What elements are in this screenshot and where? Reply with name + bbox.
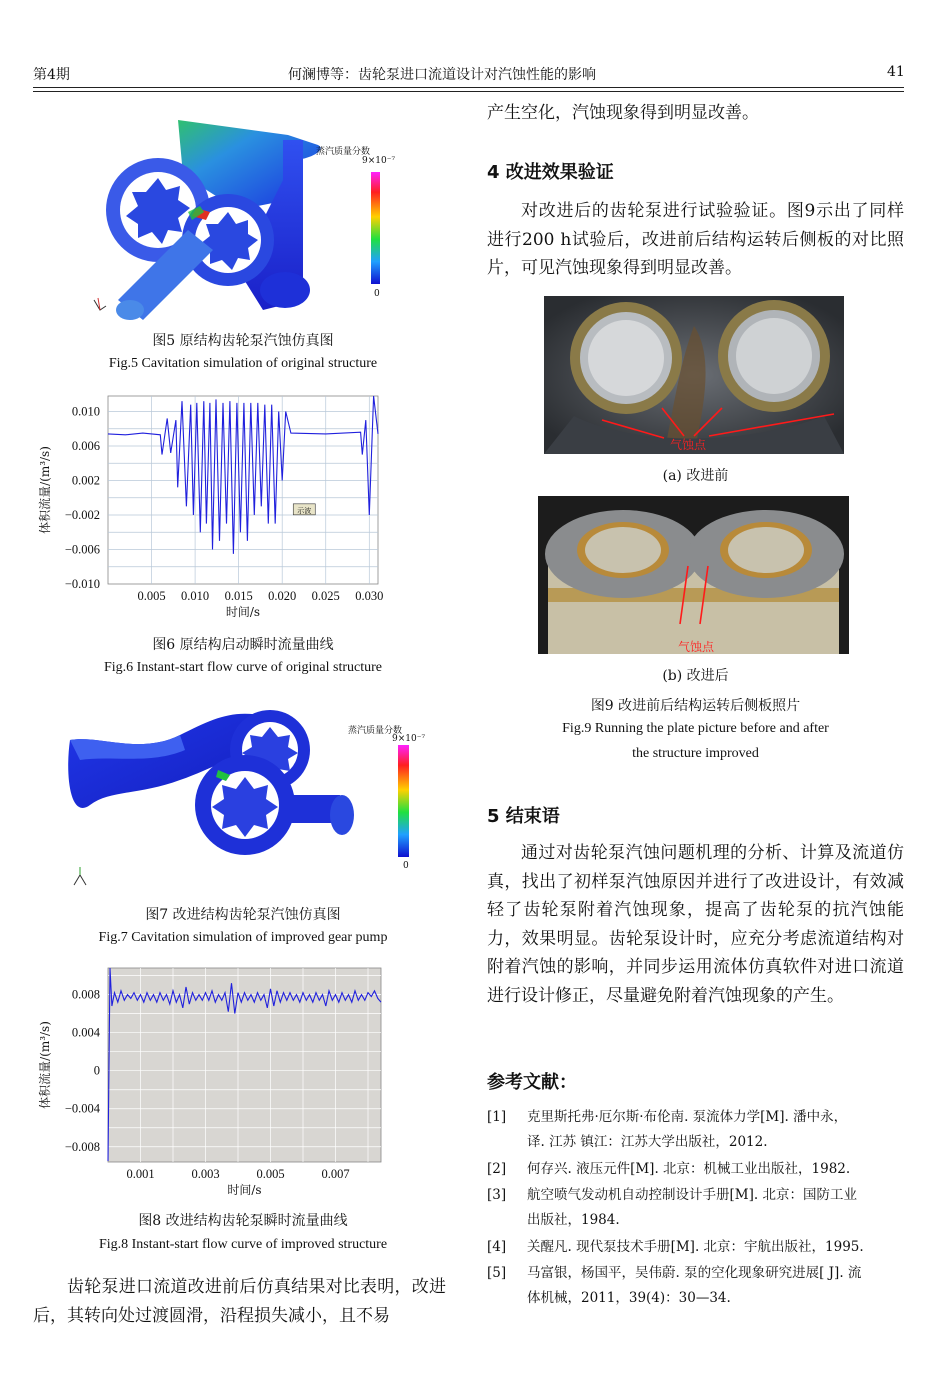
fig9a-label: 气蚀点 (670, 438, 707, 452)
fig9b-photo (538, 496, 849, 654)
fig6-caption-cn: 图6 原结构启动瞬时流量曲线 (152, 637, 334, 653)
x-tick-label: 0.005 (256, 1167, 285, 1181)
section-5-title: 5 结束语 (487, 806, 560, 827)
fig5-legend-max: 9×10⁻⁷ (362, 156, 396, 166)
section-4-title: 4 改进效果验证 (487, 162, 614, 183)
x-axis-label: 时间/s (227, 1183, 262, 1197)
reference-item (487, 1261, 904, 1311)
x-tick-label: 0.005 (137, 589, 166, 603)
fig5-caption-en: Fig.5 Cavitation simulation of original structure (108, 356, 378, 371)
reference-text: 马富银，杨国平，吴伟蔚. 泵的空化现象研究进展[ J]. 流 (527, 1265, 862, 1281)
fig7-legend-title: 蒸汽质量分数 (348, 726, 403, 736)
reference-number: [4] (487, 1239, 507, 1255)
x-tick-label: 0.003 (191, 1167, 220, 1181)
fig8-plot (33, 962, 433, 1202)
fig5-caption-cn: 图5 原结构齿轮泵汽蚀仿真图 (152, 333, 334, 349)
reference-item (487, 1235, 904, 1260)
fig9a-photo (544, 296, 844, 454)
fig5-legend-min: 0 (374, 289, 380, 299)
fig7-legend-min: 0 (403, 861, 409, 871)
x-axis-label: 时间/s (225, 605, 261, 619)
reference-list (487, 1105, 904, 1315)
fig7-legend-max: 9×10⁻⁷ (392, 734, 426, 744)
y-tick-label: 0.010 (71, 404, 100, 419)
x-tick-label: 0.025 (311, 589, 340, 603)
fig9-caption-cn: 图9 改进前后结构运转后侧板照片 (590, 698, 801, 714)
reference-number: [3] (487, 1187, 507, 1203)
y-tick-label: 0 (93, 1063, 100, 1078)
annotation-label: 示波 (297, 506, 312, 515)
section-5-text: 通过对齿轮泵汽蚀问题机理的分析、计算及流道仿真，找出了初样泵汽蚀原因并进行了改进设计，有效减轻了齿轮泵附着汽蚀现象，提高了齿轮泵的抗汽蚀能力，效果明显。齿轮泵设计时，应充分考虑流道结构对附着汽蚀的影响，并同步运用流体仿真软件对进口流道进行设计修正，尽量避免附着汽蚀现象的产生。 (487, 843, 904, 1006)
left-paragraph-text: 齿轮泵进口流道改进前后仿真结果对比表明，改进后，其转向处过渡圆滑，沿程损失减小，且不易 (33, 1277, 446, 1326)
reference-text: 克里斯托弗·厄尔斯·布伦南. 泵流体力学[M]. 潘中永， (527, 1109, 848, 1125)
fig9a-subcaption: (a) 改进前 (662, 468, 729, 484)
fig9b-image (538, 496, 849, 654)
right-continued (487, 99, 904, 128)
page-number: 41 (887, 64, 905, 80)
fig9b-label: 气蚀点 (678, 640, 715, 654)
reference-text: 航空喷气发动机自动控制设计手册[M]. 北京：国防工业 (527, 1187, 857, 1203)
reference-item (487, 1105, 904, 1155)
reference-text: 关醒凡. 现代泵技术手册[M]. 北京：宇航出版社，1995. (527, 1239, 864, 1255)
fig7-caption-en: Fig.7 Cavitation simulation of improved gear pump (98, 930, 388, 945)
reference-number: [5] (487, 1265, 507, 1281)
x-tick-label: 0.001 (126, 1167, 155, 1181)
fig6-plot (33, 390, 433, 625)
fig5-legend-title: 蒸汽质量分数 (316, 147, 371, 157)
fig9-caption-en-1: Fig.9 Running the plate picture before and after (562, 721, 829, 736)
fig6-chart (33, 390, 433, 625)
y-axis-label: 体积流量/(m³/s) (38, 1021, 52, 1109)
fig8-chart (33, 962, 433, 1202)
running-title: 何澜博等：齿轮泵进口流道设计对汽蚀性能的影响 (288, 67, 596, 83)
y-tick-label: 0.006 (71, 439, 100, 454)
reference-text-cont: 出版社，1984. (527, 1212, 620, 1228)
reference-number: [2] (487, 1161, 507, 1177)
fig9-caption-en-2: the structure improved (632, 746, 759, 761)
reference-text-cont: 体机械，2011，39(4)：30—34. (527, 1290, 731, 1306)
y-tick-label: −0.008 (64, 1139, 100, 1154)
fig5-simulation (88, 100, 408, 320)
continued-text: 产生空化，汽蚀现象得到明显改善。 (487, 103, 759, 123)
fig5-render (88, 100, 408, 320)
fig6-caption-en: Fig.6 Instant-start flow curve of original structure (104, 660, 382, 675)
section-4-body (487, 197, 904, 283)
fig9a-image (544, 296, 844, 454)
header-rule (33, 87, 904, 88)
left-paragraph (33, 1273, 446, 1330)
reference-item (487, 1157, 904, 1182)
fig8-caption-cn: 图8 改进结构齿轮泵瞬时流量曲线 (138, 1213, 348, 1229)
fig8-caption-en: Fig.8 Instant-start flow curve of improved structure (98, 1237, 388, 1252)
journal-issue: 第4期 (33, 67, 70, 83)
x-tick-label: 0.010 (181, 589, 210, 603)
header-rule-thin (33, 91, 904, 92)
fig7-simulation (60, 695, 430, 895)
x-tick-label: 0.007 (321, 1167, 350, 1181)
y-axis-label: 体积流量/(m³/s) (38, 446, 52, 534)
x-tick-label: 0.015 (224, 589, 253, 603)
reference-text: 何存兴. 液压元件[M]. 北京：机械工业出版社，1982. (527, 1161, 851, 1177)
references-title: 参考文献： (487, 1072, 577, 1093)
reference-number: [1] (487, 1109, 507, 1125)
fig9b-subcaption: (b) 改进后 (662, 668, 729, 684)
section-5-body (487, 839, 904, 1010)
fig7-caption-cn: 图7 改进结构齿轮泵汽蚀仿真图 (145, 907, 341, 923)
y-tick-label: 0.008 (71, 987, 100, 1002)
y-tick-label: −0.006 (64, 542, 100, 557)
x-tick-label: 0.020 (268, 589, 297, 603)
x-tick-label: 0.030 (355, 589, 384, 603)
y-tick-label: 0.004 (71, 1025, 100, 1040)
reference-text-cont: 译. 江苏 镇江：江苏大学出版社，2012. (527, 1134, 768, 1150)
reference-item (487, 1183, 904, 1233)
y-tick-label: −0.010 (64, 577, 100, 591)
y-tick-label: −0.002 (64, 508, 100, 523)
section-4-text: 对改进后的齿轮泵进行试验验证。图9示出了同样进行200 h试验后，改进前后结构运转后侧板的对比照片，可见汽蚀现象得到明显改善。 (487, 201, 904, 278)
y-tick-label: −0.004 (64, 1101, 100, 1116)
y-tick-label: 0.002 (71, 473, 100, 488)
